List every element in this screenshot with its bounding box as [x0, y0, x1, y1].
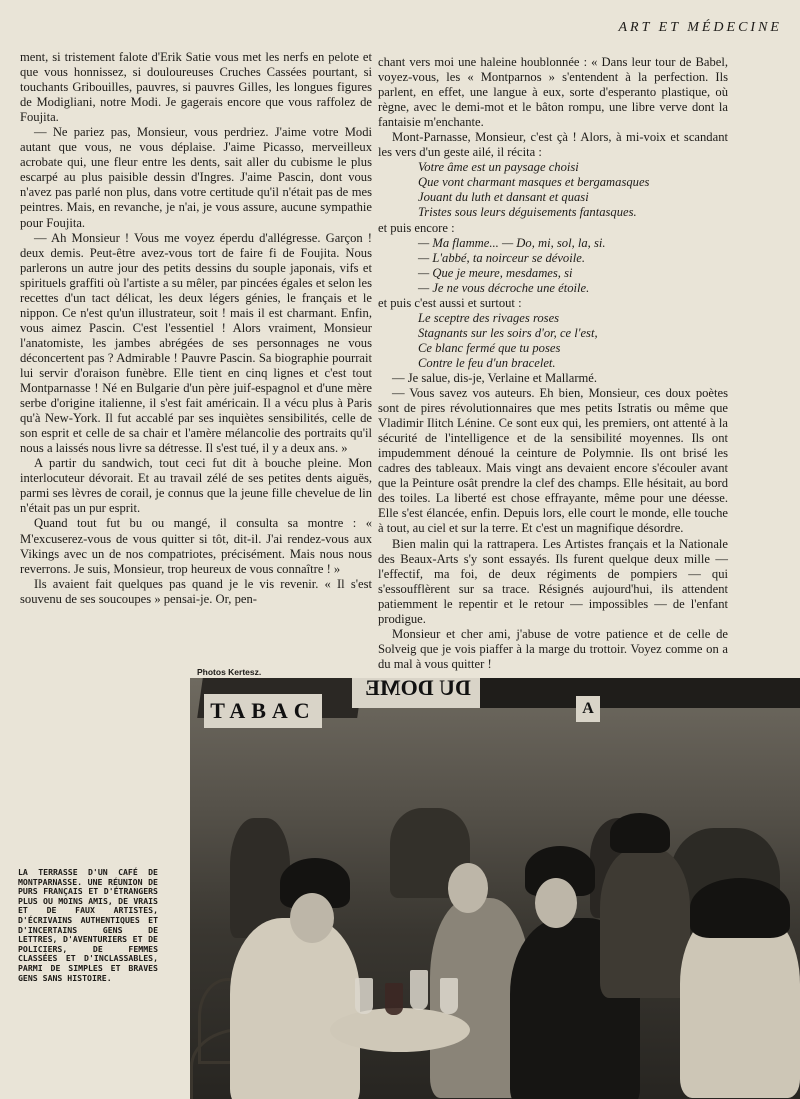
face — [290, 893, 334, 943]
man-with-newspaper — [600, 848, 690, 998]
face — [535, 878, 577, 928]
verse-line: Ce blanc fermé que tu poses — [418, 340, 561, 355]
photo-caption: LA TERRASSE D'UN CAFÉ DE MONTPARNASSE. UNE RÉUNION DE PURS FRANÇAIS ET D'ÉTRANGERS PLUS OU MOINS AMIS, DE VRAIS ET DE FAUX ARTISTES, D'ÉCRIVAINS AUTHENTIQUES ET D'INCERTAINS GENS DE LETTRES, D'AVENTURIERS ET DE POLICIERS, DE FEMMES CLASSÉES ET D'INCLASSABLES, PARMI DE SIMPLES ET BRAVES GENS SANS HISTOIRE. — [18, 867, 158, 983]
left-column — [20, 50, 372, 607]
glass — [385, 983, 403, 1015]
verse-line: Le sceptre des rivages roses — [418, 310, 560, 325]
paragraph: Mont-Parnasse, Monsieur, c'est çà ! Alors, à mi-voix et scandant les vers d'un geste ailé, il récita : — [378, 130, 728, 160]
paragraph: Ils avaient fait quelques pas quand je le vis revenir. « Il s'est souvenu de ses soucoupes » pensai-je. Or, pen- — [20, 576, 372, 606]
cafe-terrace-photo — [190, 678, 800, 1099]
running-header: ART ET MÉDECINE — [618, 20, 782, 35]
woman-in-hat — [230, 918, 360, 1099]
cafe-table — [330, 1008, 470, 1052]
awning — [480, 678, 800, 708]
verse-line: — Je ne vous décroche une étoile. — [418, 280, 590, 295]
paragraph: Bien malin qui la rattrapera. Les Artistes français et la Nationale des Beaux-Arts s'y sont essayés. Ils furent quelque deux mille — l'effectif, ma foi, de deux régiments de pompiers — qui s'essoufflèrent sur sa trace. Résignés aujourd'hui, ils attendent patiemment le repentir et le retour — impossibles — de l'enfant prodigue. — [378, 536, 728, 626]
paragraph: et puis encore : — [378, 220, 455, 235]
hat — [690, 878, 790, 938]
verse-line: Jouant du luth et dansant et quasi — [418, 190, 589, 205]
paragraph: ment, si tristement falote d'Erik Satie vous met les nerfs en pelote et que vous honnissez, si douloureuses Cruches Cassées pourtant, si touchants Gribouilles, pauvres, si pauvres Gilles, les longues figures de Modigliani, notre Modi. Je gagerais encore que vous raffolez de Foujita. — [20, 50, 372, 125]
paragraph: A partir du sandwich, tout ceci fut dit à bouche pleine. Mon interlocuteur dévorait. Et au travail zélé de ses petites dents aiguës, parmi ses lèvres de corail, je connus que la jeune fille chevelue de lin n'était pas un pur esprit. — [20, 456, 372, 516]
paragraph: Quand tout fut bu ou mangé, il consulta sa montre : « M'excuserez-vous de vous quitter si tôt, dit-il. J'ai rendez-vous aux Vikings avec un de nos compatriotes, précisément. Mais nous nous reverrons. Je suis, Monsieur, trop heureux de vous connaître ! » — [20, 516, 372, 576]
verse-line: Que vont charmant masques et bergamasques — [418, 175, 650, 190]
glass — [355, 978, 373, 1014]
paragraph: — Ne pariez pas, Monsieur, vous perdriez. J'aime votre Modi autant que vous, ne vous déplaise. J'aime Picasso, merveilleux acrobate qui, une fleur entre les dents, sait aller du cubisme le plus escarpé au plus paisible dessin d'Ingres. J'aime Pascin, dont vous n'avez pas parlé non plus, dans votre certitude qu'il n'était pas de mes peintres. Mais, en revanche, je n'ai, je vous assure, aucune sympathie pour Foujita. — [20, 125, 372, 230]
verse-line: — Que je meure, mesdames, si — [418, 265, 573, 280]
hat — [610, 813, 670, 853]
verse-line: Votre âme est un paysage choisi — [418, 160, 579, 175]
right-column — [378, 55, 728, 672]
paragraph: chant vers moi une haleine houblonnée : « Dans leur tour de Babel, voyez-vous, les « Montparnos » s'entendent à la perfection. Ils parlent, en effet, une langue à eux, sorte d'esperanto plastique, où règne, avec le demi-mot et le bâton rompu, une libre verve dont la fantaisie m'enchante. — [378, 55, 728, 130]
face — [448, 863, 488, 913]
glass — [410, 970, 428, 1010]
tabac-sign: TABAC — [204, 694, 322, 728]
glass — [440, 978, 458, 1014]
paragraph: Monsieur et cher ami, j'abuse de votre patience et de celle de Solveig que je vois piaffer à la marge du trottoir. Voyez comme on a du mal à vous quitter ! — [378, 626, 728, 671]
paragraph: — Vous savez vos auteurs. Eh bien, Monsieur, ces doux poètes sont de pires révolutionnaires que mes petits Istratis ou même que Vladimir Ilitch Lénine. Ce sont eux qui, les premiers, ont attenté à la sécurité de l'intelligence et de la sensibilité moyennes. Ils ont impudemment dénoué la ceinture de Polymnie. Ils ont brisé les cadres des tableaux. Mais vingt ans devaient encore s'écouler avant que la Peinture osât prendre la clef des champs. Elle hésitait, au bord des toiles. La liberté est chose effrayante, même pour une déesse. Elle s'est élancée, enfin. Depuis lors, elle court le monde, elle touche à tout, au ciel et sur la terre. Et c'est un magnifique désordre. — [378, 386, 728, 536]
photo-credit: Photos Kertesz. — [197, 667, 262, 677]
verse-line: — Ma flamme... — Do, mi, sol, la, si. — [418, 235, 606, 250]
paragraph: — Je salue, dis-je, Verlaine et Mallarmé. — [392, 370, 598, 385]
paragraph: et puis c'est aussi et surtout : — [378, 295, 522, 310]
verse-line: Tristes sous leurs déguisements fantasques. — [418, 205, 637, 220]
side-sign: A — [576, 696, 600, 722]
verse-line: Contre le feu d'un bracelet. — [418, 355, 556, 370]
paragraph: — Ah Monsieur ! Vous me voyez éperdu d'allégresse. Garçon ! deux demis. Peut-être avez-vous tort de faire fi de Foujita. Nous parlerons un autre jour des petits dessins du souple japonais, vifs et spirituels graffiti où l'artiste a su mêler, par pincées égales et selon les recettes d'un tact délicat, les deux légers génies, le français et le nippon. Ce n'est qu'un illustrateur, soit ! mais il est charmant. Enfin, vous aimez Pascin. C'est l'essentiel ! Alors vraiment, Monsieur l'anatomiste, les jambes abrégées de ses personnages ne vous déconcertent pas ? Admirable ! Pauvre Pascin. Sa biographie pourrait lui servir d'oraison funèbre. Elle tient en cinq lignes et c'est tout Montparnasse ! Né en Bulgarie d'un père juif-espagnol et d'une mère serbe d'origine italienne, il s'est fait américain. Il a vécu plus à Paris qu'à New-York. Il fut accablé par ses inquiètes sensibilités, celle de son esprit et celle de sa chair et l'amère mélancolie des portraits qu'il nous a laissés nous livre sa détresse. Il s'est tué, il y a deux ans. » — [20, 230, 372, 456]
verse-line: Stagnants sur les soirs d'or, ce l'est, — [418, 325, 598, 340]
dome-sign: DU DOME — [352, 678, 484, 708]
verse-line: — L'abbé, ta noirceur se dévoile. — [418, 250, 585, 265]
